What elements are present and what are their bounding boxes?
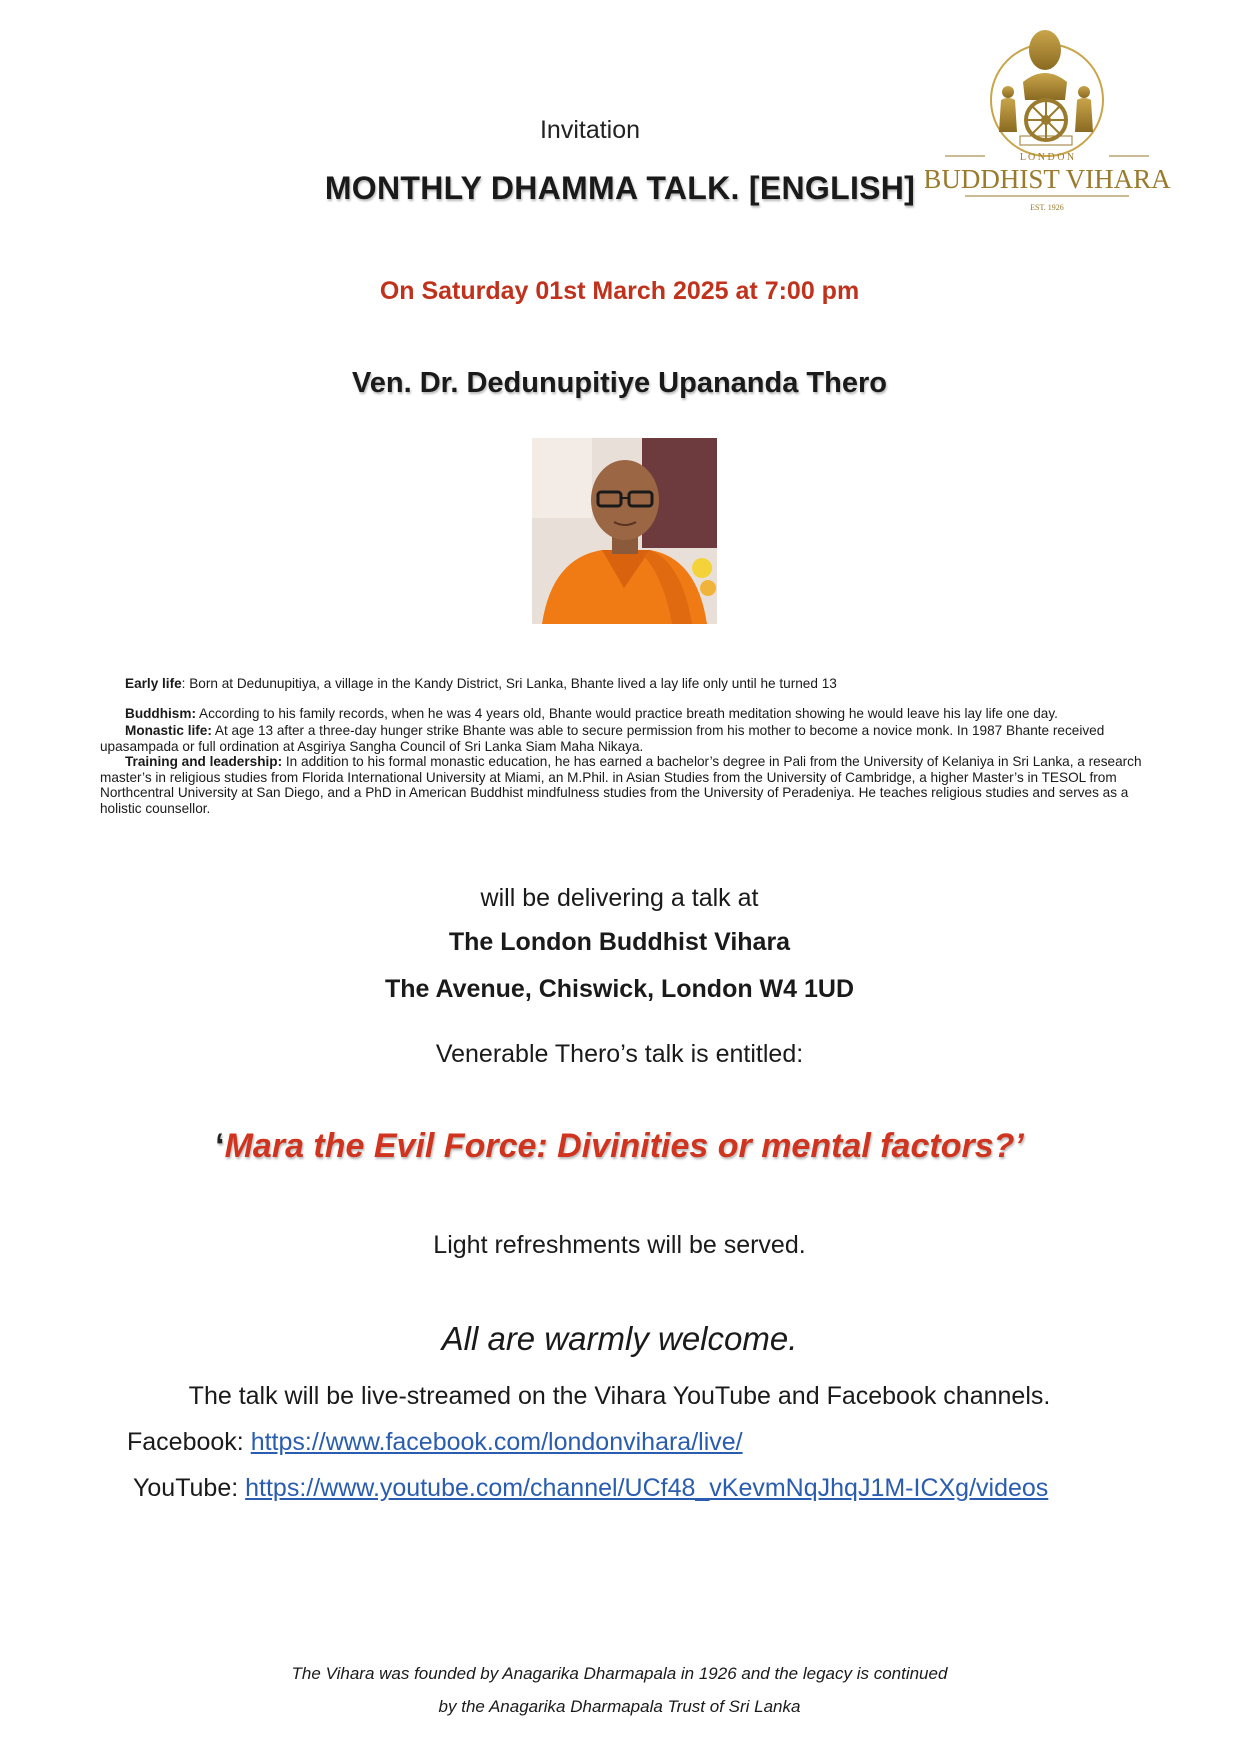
speaker-bio — [100, 676, 1160, 816]
bio-early-life-label: Early life — [125, 676, 182, 691]
facebook-line — [127, 1428, 743, 1457]
bio-monastic-text: At age 13 after a three-day hunger strike Bhante was able to secure permission from his mother to become a novice monk. In 1987 Bhante received upasampada or full ordination at Asgiriya Sangha Council of Sri Lanka Siam Maha Nikaya. — [100, 723, 1105, 754]
bio-training-label: Training and leadership: — [125, 754, 283, 769]
bio-training-text: In addition to his formal monastic education, he has earned a bachelor’s degree in Pali from the University of Kelaniya in Sri Lanka, a research master’s in religious studies from Florida International University at Miami, an M.Phil. in Asian Studies from the University of Cambridge, a higher Master’s in TESOL from Northcentral University at San Diego, and a PhD in American Buddhist mindfulness studies from the University of Peradeniya. He teaches religious studies and serves as a holistic counsellor. — [100, 754, 1142, 816]
bio-buddhism-text: According to his family records, when he was 4 years old, Bhante would practice breath meditation showing he would leave his lay life one day. — [195, 705, 1058, 721]
event-date: On Saturday 01st March 2025 at 7:00 pm — [379, 277, 860, 305]
invitation-label: Invitation — [539, 116, 641, 144]
bio-monastic-label: Monastic life: — [125, 723, 212, 738]
youtube-line — [133, 1474, 1048, 1503]
bio-buddhism-label: Buddhism: — [125, 705, 196, 721]
livestream-note: The talk will be live-streamed on the Vihara YouTube and Facebook channels. — [188, 1382, 1051, 1410]
venue-address: The Avenue, Chiswick, London W4 1UD — [384, 975, 855, 1003]
bio-monastic — [100, 723, 1160, 754]
footer-line-1: The Vihara was founded by Anagarika Dharmapala in 1926 and the legacy is continued — [291, 1664, 948, 1683]
youtube-label: YouTube: — [133, 1474, 246, 1502]
venue-name: The London Buddhist Vihara — [448, 928, 791, 956]
footer-line-2: by the Anagarika Dharmapala Trust of Sri Lanka — [438, 1697, 801, 1716]
facebook-label: Facebook: — [127, 1428, 251, 1456]
speaker-photo — [532, 438, 717, 624]
talk-open-quote: ‘ — [215, 1127, 225, 1165]
talk-title — [0, 1127, 1239, 1166]
vihara-logo — [925, 20, 1175, 220]
welcome-message: All are warmly welcome. — [441, 1320, 798, 1357]
delivering-line: will be delivering a talk at — [480, 884, 759, 912]
bio-early-life-text: : Born at Dedunupitiya, a village in the Kandy District, Sri Lanka, Bhante lived a lay life only until he turned 13 — [181, 676, 837, 691]
logo-name: BUDDHIST VIHARA — [925, 164, 1171, 194]
devotee-left-icon — [999, 86, 1017, 132]
page-title: MONTHLY DHAMMA TALK. [ENGLISH] — [324, 170, 916, 206]
refreshments-note: Light refreshments will be served. — [433, 1231, 806, 1259]
devotee-right-icon — [1075, 86, 1093, 132]
dharma-wheel-icon — [1026, 100, 1066, 140]
bio-training — [100, 754, 1160, 816]
speaker-name: Ven. Dr. Dedunupitiye Upananda Thero — [352, 367, 887, 399]
bio-early-life — [100, 676, 1160, 692]
logo-top-line: L O N D O N — [1019, 152, 1075, 163]
bio-buddhism — [100, 706, 1160, 722]
youtube-link[interactable]: https://www.youtube.com/channel/UCf48_vKevmNqJhqJ1M-ICXg/videos — [245, 1474, 1049, 1502]
talk-title-text: Mara the Evil Force: Divinities or mental factors?’ — [224, 1127, 1024, 1165]
logo-est: EST. 1926 — [1030, 203, 1064, 212]
entitled-line: Venerable Thero’s talk is entitled: — [435, 1040, 804, 1068]
facebook-link[interactable]: https://www.facebook.com/londonvihara/live/ — [250, 1428, 743, 1456]
